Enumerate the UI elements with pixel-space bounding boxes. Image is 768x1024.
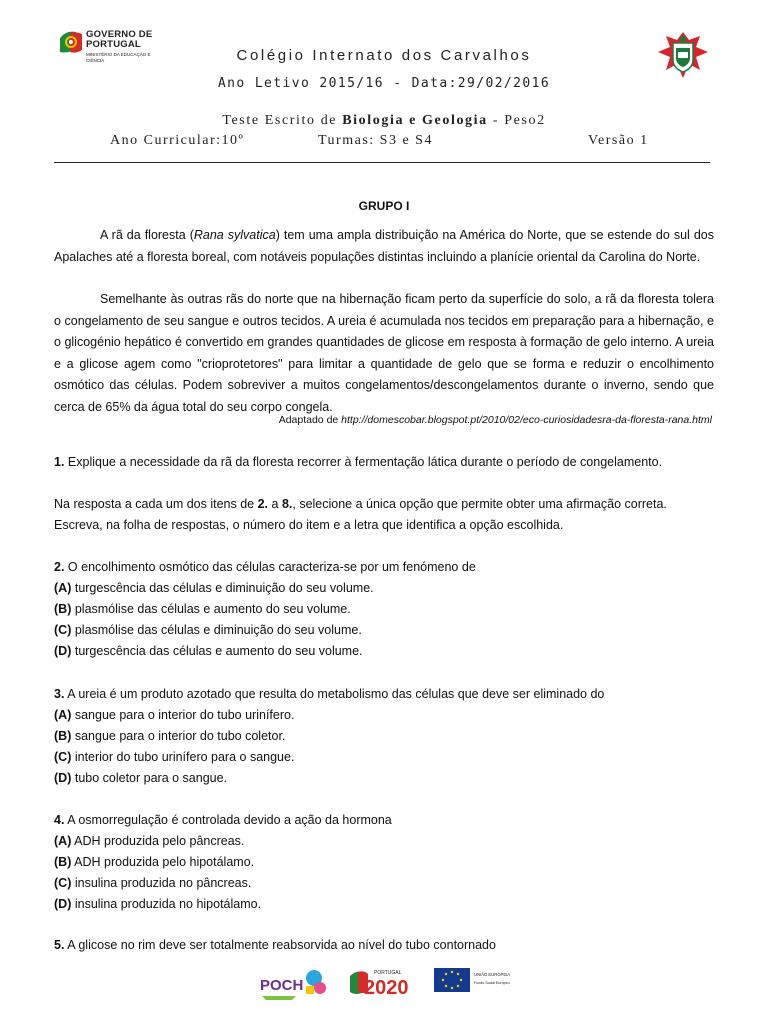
- option-text: turgescência das células e diminuição do seu volume.: [74, 581, 374, 595]
- question-stem: A ureia é um produto azotado que resulta do metabolismo das células que deve ser eliminado do: [67, 687, 605, 701]
- option-text: interior do tubo urinífero para o sangue.: [74, 750, 295, 764]
- group-title: GRUPO I: [358, 199, 410, 213]
- option-letter: (B): [54, 602, 72, 616]
- portugal2020-small: PORTUGAL: [374, 970, 402, 976]
- p2-text: Semelhante às outras rãs do norte que na hibernação ficam perto da superfície do solo, a rã da floresta tolera o congelamento de seu sangue e outros tecidos. A ureia é acumulada nos tecidos em preparação para a hibernação, e o glicogénio hepático é convertido em grandes quantidades de glicose em resposta à formação de gelo interno. A ureia e a glicose agem como "crioprotetores" para limitar a quantidade de gelo que se forma e reduzir o encolhimento osmótico das células. Podem sobreviver a muitos congelamentos/descongelamentos durante o inverno, sendo que cerca de 65% da água total do seu corpo congela.: [54, 292, 714, 414]
- option-text: sangue para o interior do tubo coletor.: [74, 729, 286, 743]
- option-text: tubo coletor para o sangue.: [74, 771, 228, 785]
- source-url: http://domescobar.blogspot.pt/2010/02/eco-curiosidadesra-da-floresta-rana.html: [341, 414, 712, 426]
- option-text: plasmólise das células e aumento do seu volume.: [74, 602, 351, 616]
- question-stem: O encolhimento osmótico das células caracteriza-se por um fenómeno de: [67, 560, 476, 574]
- option-2c: [54, 620, 362, 641]
- question-number: 4.: [54, 813, 65, 827]
- intro-paragraph-1: [54, 225, 714, 268]
- option-text: turgescência das células e aumento do seu volume.: [74, 644, 363, 658]
- option-letter: (A): [54, 708, 72, 722]
- classes: Turmas: S3 e S4: [318, 133, 433, 148]
- instructions-line-2: Escreva, na folha de respostas, o número do item e a letra que identifica a opção escolhida.: [54, 518, 564, 532]
- question-1: [54, 452, 662, 473]
- question-4: [54, 810, 392, 831]
- question-text: Explique a necessidade da rã da floresta recorrer à fermentação lática durante o período de congelamento.: [67, 455, 663, 469]
- question-5: [54, 935, 496, 956]
- instr-d: 8.: [281, 497, 293, 511]
- option-4b: [54, 852, 254, 873]
- instructions-line-1: [54, 494, 667, 515]
- option-3b: [54, 726, 285, 747]
- option-text: insulina produzida no pâncreas.: [74, 876, 252, 890]
- question-2: [54, 557, 476, 578]
- question-stem: A glicose no rim deve ser totalmente reabsorvida ao nível do tubo contornado: [67, 938, 496, 952]
- option-2b: [54, 599, 351, 620]
- option-2d: [54, 641, 363, 662]
- intro-paragraph-2: [54, 289, 714, 418]
- option-4c: [54, 873, 251, 894]
- option-text: ADH produzida pelo hipotálamo.: [74, 855, 255, 869]
- option-letter: (C): [54, 750, 72, 764]
- poch-logo: [256, 962, 332, 1004]
- p1-text-end: ) tem uma ampla distribuição na América do Norte, que se estende do sul dos Apalaches até a floresta boreal, com notáveis populações distintas incluindo a planície oriental da Carolina do Norte.: [54, 228, 714, 264]
- option-letter: (D): [54, 644, 72, 658]
- option-letter: (D): [54, 771, 72, 785]
- option-text: insulina produzida no hipotálamo.: [74, 897, 262, 911]
- footer-funding-logos: [256, 962, 518, 1004]
- option-letter: (B): [54, 729, 72, 743]
- school-name: Colégio Internato dos Carvalhos: [236, 47, 532, 64]
- header-divider: [54, 162, 710, 163]
- option-text: sangue para o interior do tubo urinífero.: [74, 708, 295, 722]
- option-letter: (A): [54, 581, 72, 595]
- funding-logos-icon: [256, 962, 518, 1004]
- gov-logo-ministry: MINISTÉRIO DA EDUCAÇÃO E CIÊNCIA: [86, 52, 151, 63]
- option-letter: (D): [54, 897, 72, 911]
- p1-text-start: A rã da floresta (: [100, 228, 194, 242]
- instr-e: , selecione a única opção que permite obter uma afirmação correta.: [292, 497, 667, 511]
- test-subject: Biologia e Geologia: [342, 113, 488, 128]
- option-4d: [54, 894, 261, 915]
- option-letter: (C): [54, 623, 72, 637]
- eu-flag-logo: [434, 968, 510, 992]
- portugal2020-big: 2020: [364, 977, 409, 999]
- instr-a: Na resposta a cada um dos itens de: [54, 497, 258, 511]
- species-name: Rana sylvatica: [193, 228, 276, 242]
- option-2a: [54, 578, 374, 599]
- test-weight: - Peso2: [492, 113, 546, 128]
- question-number: 5.: [54, 938, 65, 952]
- test-prefix: Teste Escrito de: [222, 113, 338, 128]
- option-text: plasmólise das células e diminuição do seu volume.: [74, 623, 362, 637]
- school-crest-logo: [656, 30, 710, 82]
- option-text: ADH produzida pelo pâncreas.: [74, 834, 245, 848]
- question-stem: A osmorregulação é controlada devido a ação da hormona: [67, 813, 392, 827]
- question-3: [54, 684, 604, 705]
- question-number: 1.: [54, 455, 65, 469]
- crest-icon: [656, 30, 710, 82]
- test-title: [0, 113, 768, 129]
- option-letter: (A): [54, 834, 72, 848]
- portugal-2020-logo: [350, 970, 409, 999]
- option-letter: (B): [54, 855, 72, 869]
- source-citation: [54, 414, 712, 426]
- poch-label: POCH: [260, 977, 304, 994]
- option-4a: [54, 831, 244, 852]
- option-letter: (C): [54, 876, 72, 890]
- gov-logo-line2: PORTUGAL: [86, 39, 141, 50]
- curricular-year: Ano Curricular:10º: [110, 133, 245, 148]
- test-version: Versão 1: [588, 133, 649, 148]
- question-number: 2.: [54, 560, 65, 574]
- option-3c: [54, 747, 294, 768]
- gov-logo-line1: GOVERNO DE: [86, 29, 153, 40]
- instr-b: 2.: [257, 497, 269, 511]
- instr-c: a: [268, 497, 282, 511]
- option-3a: [54, 705, 294, 726]
- eu-label: UNIÃO EUROPEIA: [474, 972, 511, 977]
- option-3d: [54, 768, 227, 789]
- eu-fund: Fundo Social Europeu: [474, 981, 510, 985]
- question-number: 3.: [54, 687, 65, 701]
- school-year-date: Ano Letivo 2015/16 - Data:29/02/2016: [217, 76, 551, 91]
- source-prefix: Adaptado de: [278, 414, 342, 426]
